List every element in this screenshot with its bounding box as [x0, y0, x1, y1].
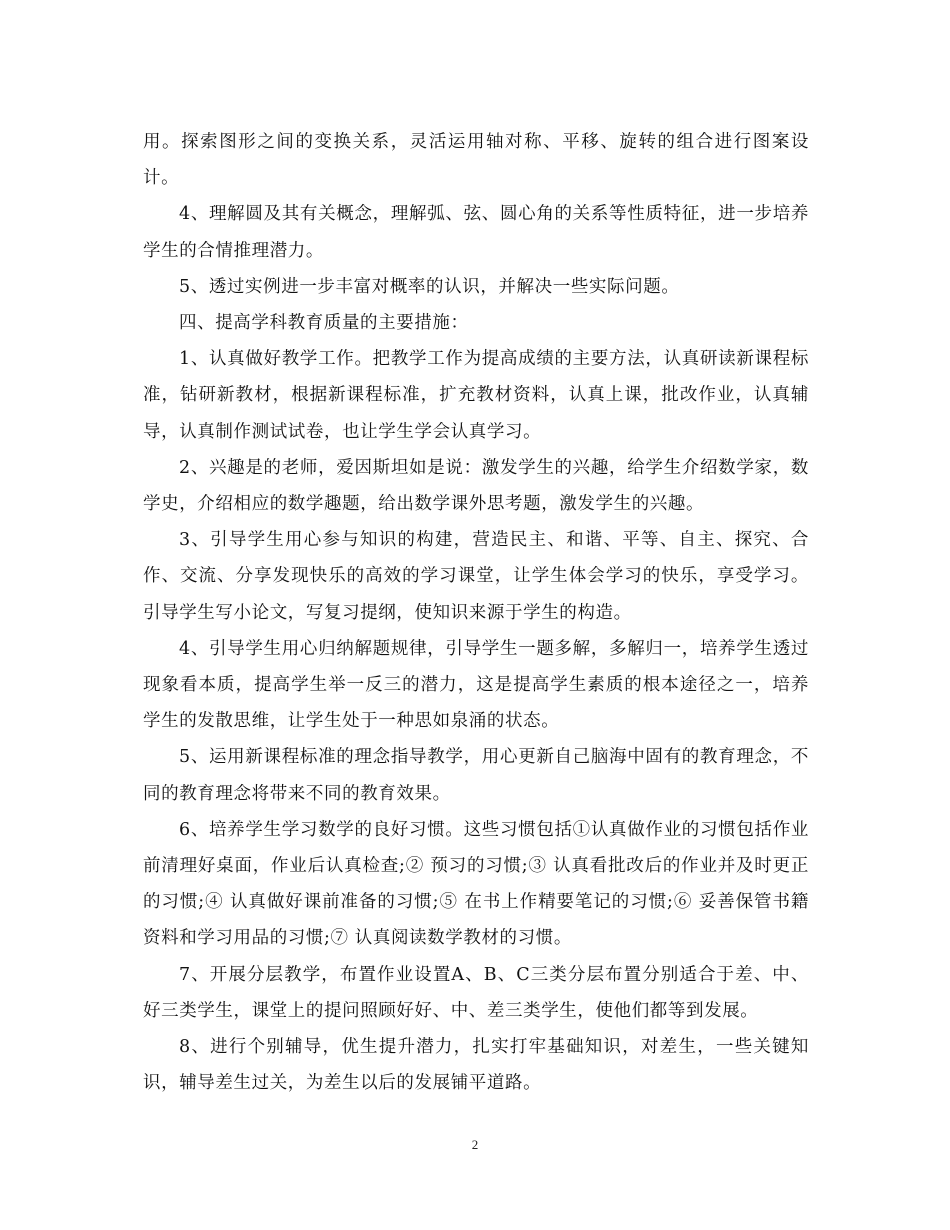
paragraph: 5、运用新课程标准的理念指导教学，用心更新自己脑海中固有的教育理念，不同的教育理念将带来不同的教育效果。 — [143, 747, 809, 804]
paragraph: 5、透过实例进一步丰富对概率的认识，并解决一些实际问题。 — [179, 276, 680, 297]
paragraph: 7、开展分层教学，布置作业设置A、B、C三类分层布置分别适合于差、中、好三类学生，课堂上的提问照顾好好、中、差三类学生，使他们都等到发展。 — [143, 964, 809, 1021]
document-body — [143, 124, 809, 1101]
paragraph: 6、培养学生学习数学的良好习惯。这些习惯包括①认真做作业的习惯包括作业前清理好桌面，作业后认真检查;② 预习的习惯;③ 认真看批改后的作业并及时更正的习惯;④ 认真做好课前准备的习惯;⑤ 在书上作精要笔记的习惯;⑥ 妥善保管书籍资料和学习用品的习惯;⑦ 认真阅读数学教材的习惯。 — [143, 819, 809, 949]
paragraph: 4、理解圆及其有关概念，理解弧、弦、圆心角的关系等性质特征，进一步培养学生的合情推理潜力。 — [143, 204, 809, 261]
paragraph: 8、进行个别辅导，优生提升潜力，扎实打牢基础知识，对差生，一些关键知识，辅导差生过关，为差生以后的发展铺平道路。 — [143, 1037, 809, 1094]
paragraph: 4、引导学生用心归纳解题规律，引导学生一题多解，多解归一，培养学生透过现象看本质，提高学生举一反三的潜力，这是提高学生素质的根本途径之一，培养学生的发散思维，让学生处于一种思如泉涌的状态。 — [143, 638, 809, 732]
paragraph: 3、引导学生用心参与知识的构建，营造民主、和谐、平等、自主、探究、合作、交流、分享发现快乐的高效的学习课堂，让学生体会学习的快乐，享受学习。引导学生写小论文，写复习提纲，使知识来源于学生的构造。 — [143, 530, 809, 623]
paragraph: 用。探索图形之间的变换关系，灵活运用轴对称、平移、旋转的组合进行图案设计。 — [143, 132, 809, 189]
page-number: 2 — [471, 1137, 479, 1152]
section-heading: 四、提高学科教育质量的主要措施： — [179, 313, 469, 334]
paragraph: 2、兴趣是的老师，爱因斯坦如是说：激发学生的兴趣，给学生介绍数学家，数学史，介绍相应的数学趣题，给出数学课外思考题，激发学生的兴趣。 — [143, 457, 809, 515]
paragraph: 1、认真做好教学工作。把教学工作为提高成绩的主要方法，认真研读新课程标准，钻研新教材，根据新课程标准，扩充教材资料，认真上课，批改作业，认真辅导，认真制作测试试卷，也让学生学会认真学习。 — [143, 349, 809, 442]
